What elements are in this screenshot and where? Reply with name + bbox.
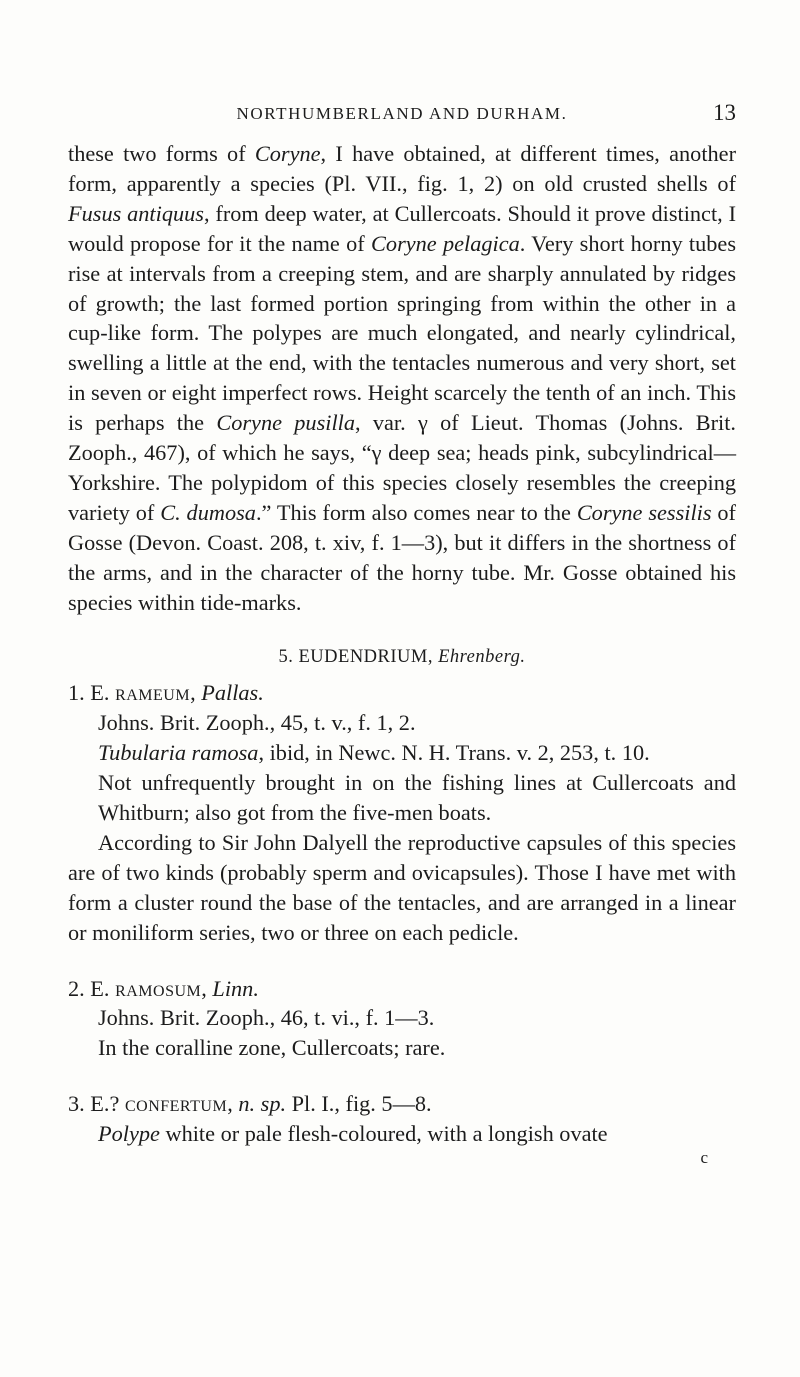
genus-sep: , bbox=[427, 646, 439, 667]
text-run: white or pale flesh-coloured, with a longish ovate bbox=[159, 1121, 608, 1147]
term: Polype bbox=[98, 1121, 160, 1147]
reference: Johns. Brit. Zooph., 46, t. vi., f. 1—3. bbox=[98, 1005, 435, 1031]
text-run: , I have obtained, at different times, another form, apparently a species (Pl. VII., fig. 1, 2) on old crusted shells of bbox=[68, 141, 736, 196]
text-run: , ibid, in Newc. N. H. Trans. v. 2, 253, t. 10. bbox=[258, 740, 650, 766]
taxon-name: Tubularia ramosa bbox=[98, 740, 259, 766]
paragraph bbox=[68, 1119, 736, 1149]
species-sep: , bbox=[201, 975, 213, 1001]
page-number: 13 bbox=[713, 100, 736, 125]
plate-ref: Pl. I., fig. 5—8. bbox=[286, 1091, 432, 1117]
species-number: 1. E. bbox=[68, 680, 116, 706]
body-text bbox=[68, 139, 736, 1167]
text-run: .” This form also comes near to the bbox=[255, 499, 577, 525]
spacer bbox=[68, 1063, 736, 1089]
species-author: Linn. bbox=[212, 975, 259, 1001]
spacer bbox=[68, 948, 736, 974]
species-author: n. sp. bbox=[238, 1091, 287, 1117]
genus-heading bbox=[68, 643, 736, 673]
paragraph: Not unfrequently brought in on the fishing lines at Cullercoats and Whitburn; also got from the five-men boats. bbox=[98, 770, 736, 826]
taxon-name: Fusus antiquus bbox=[68, 200, 204, 226]
species-sep: , bbox=[227, 1091, 239, 1117]
species-author: Pallas. bbox=[201, 680, 264, 706]
text-run: , from deep water, at Cullercoats. Should it prove distinct, I would propose for it the name of bbox=[68, 200, 736, 256]
taxon-name: C. dumosa bbox=[160, 499, 256, 525]
species-heading-ramosum bbox=[68, 974, 736, 1004]
signature-mark: c bbox=[700, 1148, 708, 1168]
species-sep: , bbox=[190, 680, 202, 706]
species-name: confertum bbox=[124, 1091, 228, 1117]
paragraph: According to Sir John Dalyell the reproductive capsules of this species are of two kinds (probably sperm and ovicapsules). Those I have met with form a cluster round the base of the tentacles, and are arranged in a linear or moniliform series, two or three on each pedicle. bbox=[68, 829, 736, 945]
species-name: rameum bbox=[115, 680, 191, 706]
taxon-name: Coryne bbox=[254, 141, 321, 166]
species-heading-rameum bbox=[68, 678, 736, 708]
paragraph: In the coralline zone, Cullercoats; rare. bbox=[98, 1035, 446, 1061]
taxon-name: Coryne pusilla bbox=[216, 410, 355, 436]
reference: Johns. Brit. Zooph., 45, t. v., f. 1, 2. bbox=[98, 710, 416, 736]
species-number: 2. E. bbox=[68, 975, 116, 1001]
text-run: , var. γ of Lieut. Thomas (Johns. Brit. Zooph., 467), of which he says, “γ deep sea; heads pink, subcylindrical—Yorkshire. The polypidom of this species closely resembles the creeping variety of bbox=[68, 410, 737, 525]
text-run: of Gosse (Devon. Coast. 208, t. xiv, f. 1—3), but it differs in the shortness of the arms, and in the character of the horny tube. Mr. Gosse obtained his species within tide-marks. bbox=[68, 499, 736, 615]
intro-paragraph bbox=[68, 139, 736, 618]
text-run: these two forms of bbox=[68, 141, 255, 166]
running-title: NORTHUMBERLAND AND DURHAM. bbox=[236, 104, 568, 123]
reference bbox=[68, 738, 736, 768]
text-run: . Very short horny tubes rise at intervals from a creeping stem, and are sharply annulated by ridges of growth; the last formed portion springing from within the other in a cup-like form. The polypes are much elongated, and nearly cylindrical, swelling a little at the end, with the tentacles numerous and very short, set in seven or eight imperfect rows. Height scarcely the tenth of an inch. This is perhaps the bbox=[68, 230, 736, 436]
running-head bbox=[68, 100, 736, 128]
species-name: ramosum bbox=[115, 975, 202, 1001]
genus-author: Ehrenberg. bbox=[438, 646, 526, 667]
taxon-name: Coryne pelagica bbox=[371, 230, 520, 256]
genus-name: EUDENDRIUM bbox=[298, 646, 428, 667]
taxon-name: Coryne sessilis bbox=[576, 499, 712, 525]
species-heading-confertum bbox=[68, 1089, 736, 1119]
genus-number: 5. bbox=[278, 646, 299, 667]
species-number: 3. E.? bbox=[68, 1091, 125, 1117]
